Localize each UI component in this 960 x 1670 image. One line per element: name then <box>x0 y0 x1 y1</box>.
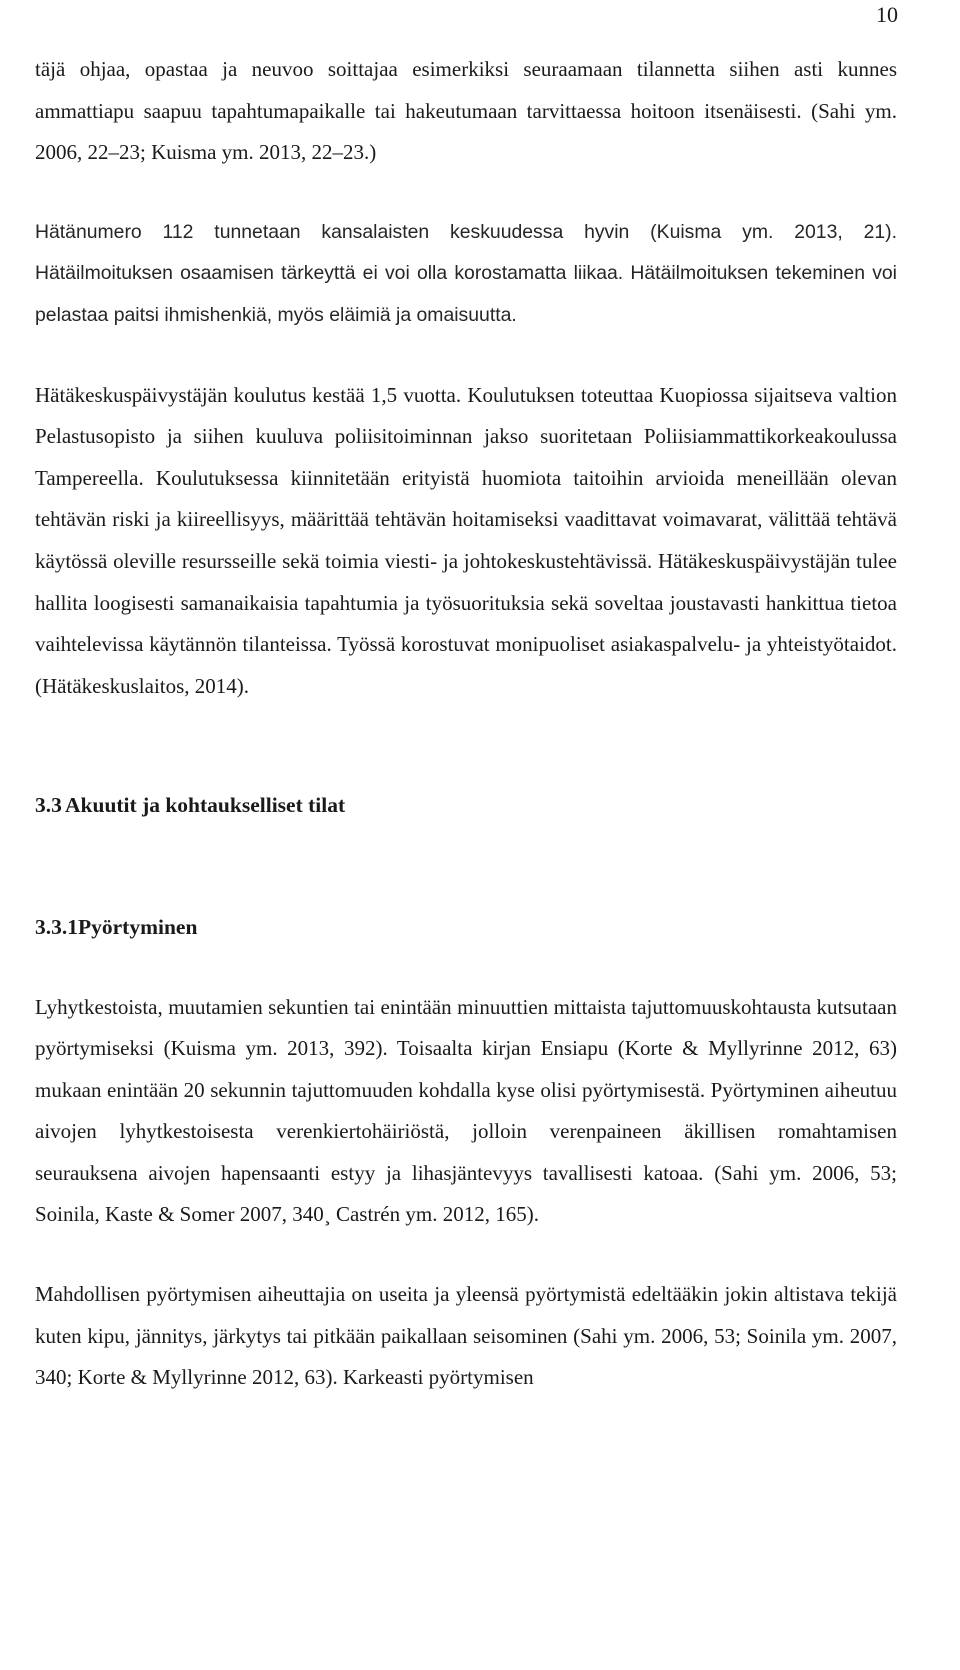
paragraph-spacer <box>35 949 897 987</box>
paragraph-spacer <box>35 1236 897 1274</box>
section-number: 3.3 <box>35 793 62 818</box>
subsection-title: Pyörtyminen <box>78 914 198 939</box>
paragraph-dispatcher-training: Hätäkeskuspäivystäjän koulutus kestää 1,5 vuotta. Koulutuksen toteuttaa Kuopiossa sijaitseva valtion Pelastusopisto ja siihen kuuluva poliisitoiminnan jakso suoritetaan Poliisiammattikorkeakoulussa Tampereella. Koulutuksessa kiinnitetään erityistä huomiota taitoihin arvioida meneillään olevan tehtävän riski ja kiireellisyys, määrittää tehtävän hoitamiseksi vaadittavat voimavarat, välittää tehtävä käytössä oleville resursseille sekä toimia viesti- ja johtokeskustehtävissä. Hätäkeskuspäivystäjän tulee hallita loogisesti samanaikaisia tapahtumia ja työsuorituksia sekä soveltaa joustavasti hankittua tietoa vaihtelevissa käytännön tilanteissa. Työssä korostuvat monipuoliset asiakaspalvelu- ja yhteistyötaidot. (Hätäkeskuslaitos, 2014). <box>35 382 897 698</box>
section-heading <box>35 785 897 827</box>
subsection-heading <box>35 907 897 949</box>
paragraph-emergency-guidance: täjä ohjaa, opastaa ja neuvoo soittajaa esimerkiksi seuraamaan tilannetta siihen asti kunnes ammattiapu saapuu tapahtumapaikalle tai hakeutumaan tarvittaessa hoitoon itsenäisesti. (Sahi ym. 2006, 22–23; Kuisma ym. 2013, 22–23.) <box>35 57 897 165</box>
paragraph-emergency-number: Hätänumero 112 tunnetaan kansalaisten keskuudessa hyvin (Kuisma ym. 2013, 21). Hätäilmoituksen osaamisen tärkeyttä ei voi olla korostamatta liikaa. Hätäilmoituksen tekeminen voi pelastaa paitsi ihmishenkiä, myös eläimiä ja omaisuutta. <box>35 220 897 326</box>
document-body <box>35 49 897 1399</box>
subsection-number: 3.3.1 <box>35 914 78 939</box>
paragraph-fainting-causes: Mahdollisen pyörtymisen aiheuttajia on useita ja yleensä pyörtymistä edeltääkin jokin altistava tekijä kuten kipu, jännitys, järkytys tai pitkään paikallaan seisominen (Sahi ym. 2006, 53; Soinila ym. 2007, 340; Korte & Myllyrinne 2012, 63). Karkeasti pyörtymisen <box>35 1282 897 1390</box>
section-title: Akuutit ja kohtaukselliset tilat <box>65 793 346 818</box>
page-number: 10 <box>876 2 898 27</box>
section-spacer <box>35 707 897 785</box>
section-spacer <box>35 827 897 907</box>
paragraph-spacer <box>35 174 897 212</box>
paragraph-fainting-definition: Lyhytkestoista, muutamien sekuntien tai enintään minuuttien mittaista tajuttomuuskohtausta kutsutaan pyörtymiseksi (Kuisma ym. 2013, 392). Toisaalta kirjan Ensiapu (Korte & Myllyrinne 2012, 63) mukaan enintään 20 sekunnin tajuttomuuden kohdalla kyse olisi pyörtymisestä. Pyörtyminen aiheutuu aivojen lyhytkestoisesta verenkiertohäiriöstä, jolloin verenpaineen äkillisen romahtamisen seurauksena aivojen hapensaanti estyy ja lihasjäntevyys tavallisesti katoaa. (Sahi ym. 2006, 53; Soinila, Kaste & Somer 2007, 340¸ Castrén ym. 2012, 165). <box>35 994 897 1227</box>
paragraph-spacer <box>35 337 897 375</box>
